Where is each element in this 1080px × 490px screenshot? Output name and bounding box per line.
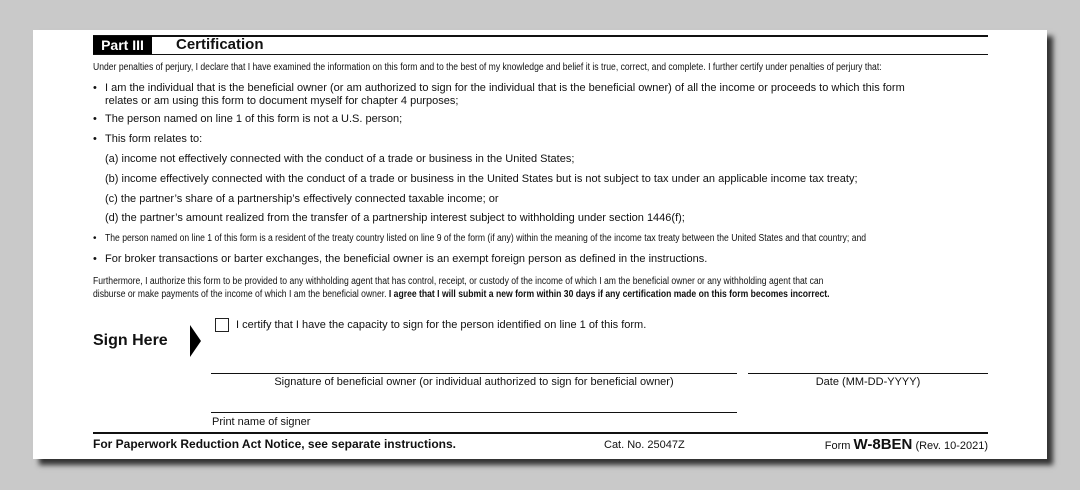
- form-revision: (Rev. 10-2021): [915, 440, 988, 452]
- sub-item: (c) the partner’s share of a partnership’s effectively connected taxable income; or: [105, 193, 499, 205]
- checkbox-label: I certify that I have the capacity to sign for the person identified on line 1 of this form.: [236, 319, 647, 331]
- bullet-text: relates or am using this form to document myself for chapter 4 purposes;: [105, 95, 459, 107]
- capacity-checkbox[interactable]: [215, 318, 229, 332]
- authorization-text: Furthermore, I authorize this form to be provided to any withholding agent that has control, receipt, or custody of the income of which I am the beneficial owner or any withholding agent that can: [93, 276, 824, 287]
- paperwork-notice: For Paperwork Reduction Act Notice, see separate instructions.: [93, 437, 456, 451]
- sub-item: (d) the partner’s amount realized from the transfer of a partnership interest subject to withholding under section 1446(f);: [105, 212, 685, 224]
- bullet-text: The person named on line 1 of this form is not a U.S. person;: [105, 113, 403, 125]
- divider: [93, 54, 988, 55]
- signature-field[interactable]: [211, 373, 737, 374]
- divider: [93, 432, 988, 434]
- authorization-text: disburse or make payments of the income of which I am the beneficial owner.: [93, 289, 387, 300]
- authorization-bold-text: I agree that I will submit a new form within 30 days if any certification made on this form becomes incorrect.: [388, 289, 830, 300]
- catalog-number: Cat. No. 25047Z: [604, 439, 685, 451]
- section-title: Certification: [176, 36, 264, 53]
- sign-here-label: Sign Here: [93, 332, 168, 349]
- sub-item: (b) income effectively connected with the conduct of a trade or business in the United States but is not subject to tax under an applicable income tax treaty;: [105, 173, 858, 185]
- form-name: W-8BEN: [853, 436, 913, 453]
- arrow-icon: [190, 325, 201, 357]
- date-label: Date (MM-DD-YYYY): [815, 376, 921, 388]
- intro-text: Under penalties of perjury, I declare that I have examined the information on this form and to the best of my knowledge and belief it is true, correct, and complete. I further certify under penalties of perjury that:: [93, 62, 882, 73]
- bullet-text: The person named on line 1 of this form is a resident of the treaty country listed on line 9 of the form (if any) within the meaning of the income tax treaty between the United States and that country; and: [105, 233, 867, 244]
- date-field[interactable]: [748, 373, 988, 374]
- form-page: Part III Certification Under penalties of perjury, I declare that I have examined the information on this form and to the best of my knowledge and belief it is true, correct, and complete. I further certify under penalties of perjury that: • I am the individual that is the beneficial owner (or am authorized to sign for the individual that is the beneficial owner) of all the income or proceeds to which this form relates or am using this form to document myself for chapter 4 purposes; • The person named on line 1 of this form is not a U.S. person; • This form relates to: (a) income not effectively connected with the conduct of a trade or business in the United States; (b) income effectively connected with the conduct of a trade or business in the United States but is not subject to tax under an applicable income tax treaty; (c) the partner’s share of a partnership’s effectively connected taxable income; or (d) the partner’s amount realized from the transfer of a partnership interest subject to withholding under section 1446(f); • The person named on line 1 of this form is a resident of the treaty country listed on line 9 of the form (if any) within the meaning of the income tax treaty between the United States and that country; and • For broker transactions or barter exchanges, the beneficial owner is an exempt foreign person as defined in the instructions. Furthermore, I authorize this form to be provided to any withholding agent that has control, receipt, or custody of the income of which I am the beneficial owner or any withholding agent that can disburse or make payments of the income of which I am the beneficial owner. I agree that I will submit a new form within 30 days if any certification made on this form becomes incorrect. I certify that I have the capacity to sign for the person identified on line 1 of this form. Sign Here Signature of beneficial owner (or individual authorized to sign for beneficial owner) Date (MM-DD-YYYY) Print name of signer For Paperwork Reduction Act Notice, see separate instructions. Cat. No. 25047Z Form W-8BEN (Rev. 10-2021): [33, 30, 1047, 459]
- bullet-text: For broker transactions or barter exchanges, the beneficial owner is an exempt foreign person as defined in the instructions.: [105, 253, 708, 265]
- part-label: Part III: [93, 36, 152, 54]
- bullet-text: This form relates to:: [105, 133, 203, 145]
- signature-label: Signature of beneficial owner (or individual authorized to sign for beneficial owner): [274, 376, 674, 388]
- bullet-text: I am the individual that is the beneficial owner (or am authorized to sign for the individual that is the beneficial owner) of all the income or proceeds to which this form: [105, 82, 905, 94]
- sub-item: (a) income not effectively connected with the conduct of a trade or business in the United States;: [105, 153, 575, 165]
- form-prefix: Form: [824, 440, 851, 452]
- print-name-label: Print name of signer: [212, 416, 311, 428]
- print-name-field[interactable]: [211, 412, 737, 413]
